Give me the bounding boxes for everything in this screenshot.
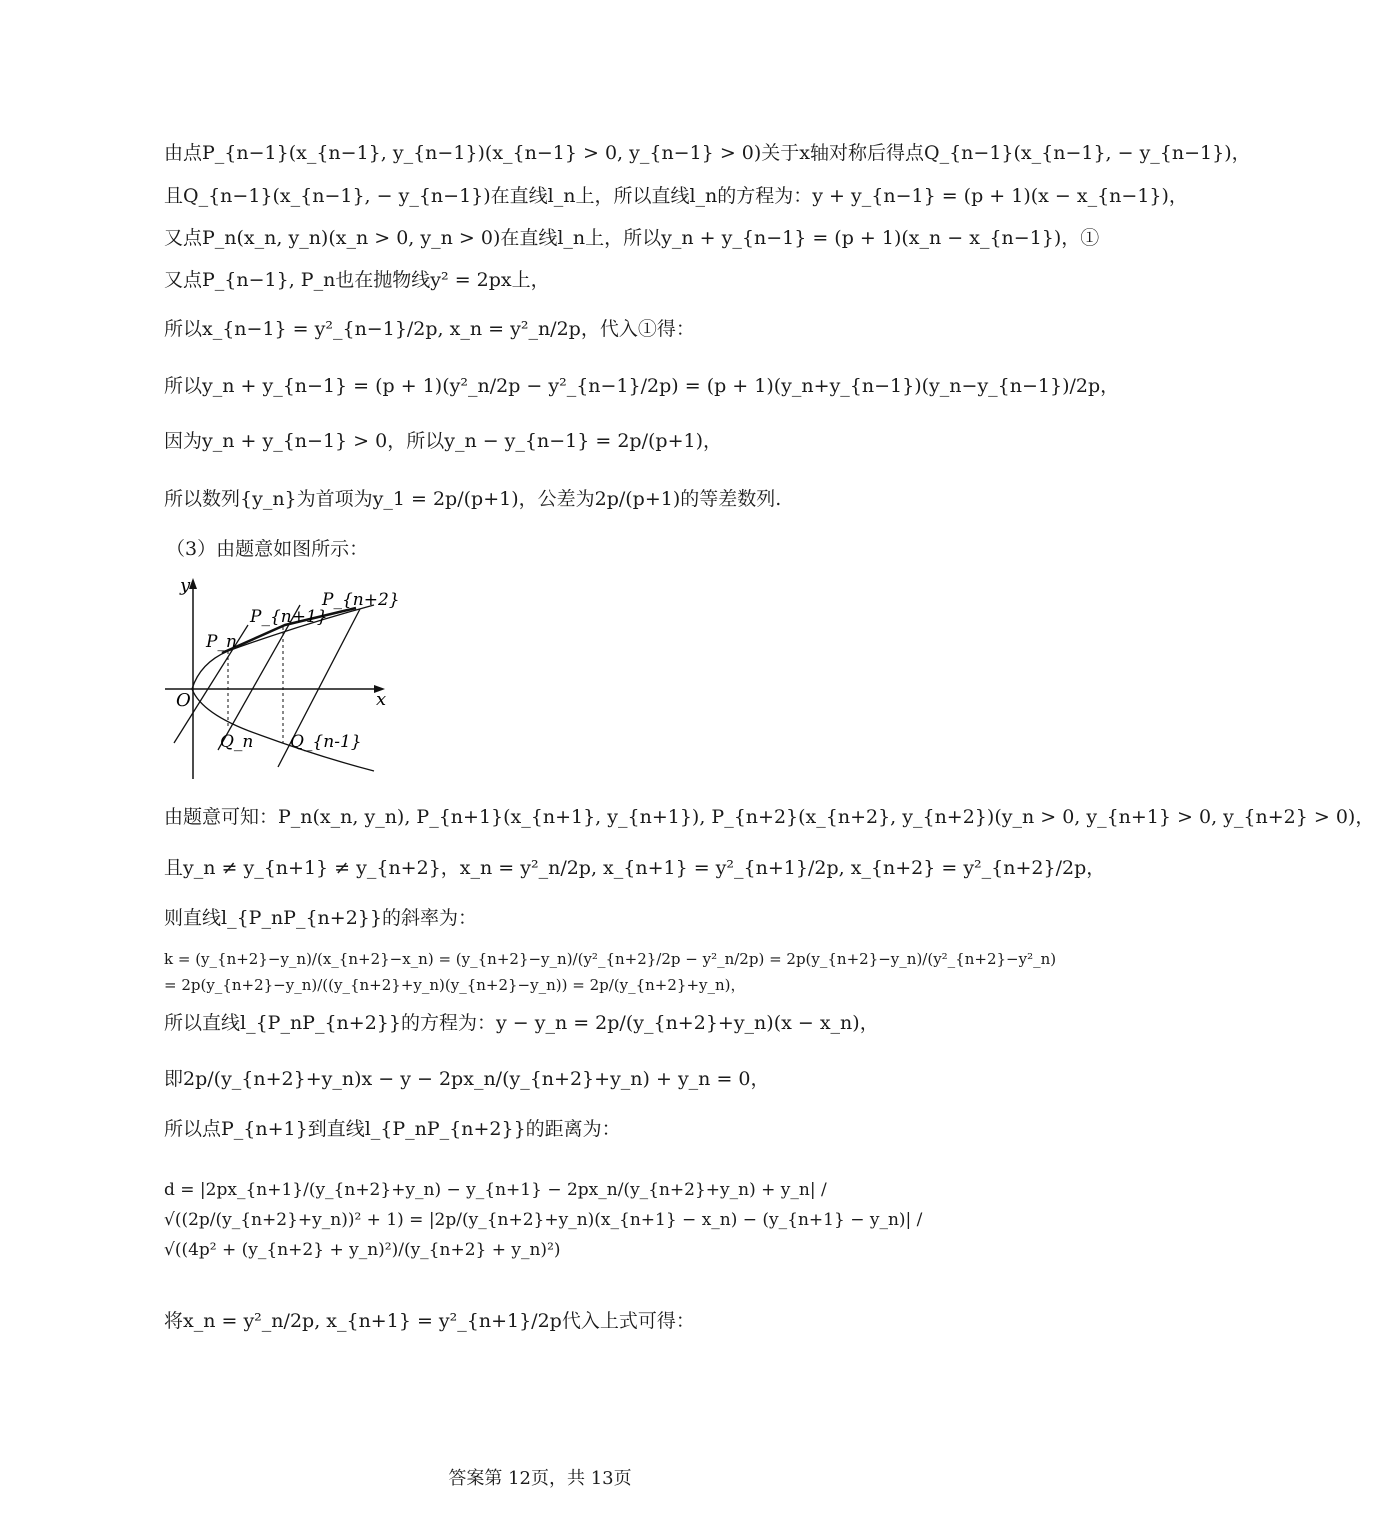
page-footer: 答案第 12页，共 13页	[448, 1468, 632, 1489]
text-line-16: 所以点P_{n+1}到直线l_{P_nP_{n+2}}的距离为：	[164, 1118, 621, 1140]
label-qn1: Q_{n-1}	[290, 732, 362, 752]
y-axis-arrow	[189, 578, 197, 589]
text-line-18: 将x_n = y²_n/2p, x_{n+1} = y²_{n+1}/2p代入上式可得：	[164, 1310, 695, 1332]
text-line-15: 即2p/(y_{n+2}+y_n)x − y − 2px_n/(y_{n+2}+y_n) + y_n = 0，	[164, 1068, 770, 1090]
label-y: y	[180, 575, 191, 596]
text-line-13: k = (y_{n+2}−y_n)/(x_{n+2}−x_n) = (y_{n+2}−y_n)/(y²_{n+2}/2p − y²_n/2p) = 2p(y_{n+2}−y_n)/(y²_{n+2}−y²_n) = 2p(y_{n+2}−y_n)/((y_{n+2}+y_n)(y_{n+2}−y_n)) = 2p/(y_{n+2}+y_n)，	[164, 950, 1057, 994]
text-line-6: 所以y_n + y_{n−1} = (p + 1)(y²_n/2p − y²_{n−1}/2p) = (p + 1)(y_n+y_{n−1})(y_n−y_{n−1})/2p，	[164, 375, 1120, 397]
text-line-1: 由点P_{n−1}(x_{n−1}, y_{n−1})(x_{n−1} > 0, y_{n−1} > 0)关于x轴对称后得点Q_{n−1}(x_{n−1}, − y_{n−1})，	[164, 142, 1251, 164]
text-line-17: d = |2px_{n+1}/(y_{n+2}+y_n) − y_{n+1} − 2px_n/(y_{n+2}+y_n) + y_n| / √((2p/(y_{n+2}+y_n))² + 1) = |2p/(y_{n+2}+y_n)(x_{n+1} − x_n) − (y_{n+1} − y_n)| / √((4p² + (y_{n+2} + y_n)²)/(y_{n+2} + y_n)²)	[164, 1180, 923, 1260]
text-line-14: 所以直线l_{P_nP_{n+2}}的方程为：y − y_n = 2p/(y_{n+2}+y_n)(x − x_n)，	[164, 1012, 879, 1034]
text-line-5: 所以x_{n−1} = y²_{n−1}/2p, x_n = y²_n/2p，代入①得：	[164, 318, 695, 340]
label-pn2: P_{n+2}	[322, 590, 400, 610]
label-pn1: P_{n+1}	[250, 607, 328, 627]
text-line-4: 又点P_{n−1}, P_n也在抛物线y² = 2px上，	[164, 269, 550, 291]
text-line-7: 因为y_n + y_{n−1} > 0，所以y_n − y_{n−1} = 2p/(p+1)，	[164, 430, 722, 452]
text-line-8: 所以数列{y_n}为首项为y_1 = 2p/(p+1)，公差为2p/(p+1)的等差数列.	[164, 488, 782, 510]
parabola-figure	[160, 575, 400, 785]
text-line-2: 且Q_{n−1}(x_{n−1}, − y_{n−1})在直线l_n上，所以直线l_n的方程为：y + y_{n−1} = (p + 1)(x − x_{n−1})，	[164, 185, 1188, 207]
label-pn: P_n	[206, 632, 237, 652]
text-line-12: 则直线l_{P_nP_{n+2}}的斜率为：	[164, 907, 477, 929]
label-o: O	[176, 690, 191, 711]
text-line-10: 由题意可知：P_n(x_n, y_n), P_{n+1}(x_{n+1}, y_{n+1}), P_{n+2}(x_{n+2}, y_{n+2})(y_n > 0, y_{n+1} > 0, y_{n+2} > 0)，	[164, 806, 1374, 828]
text-line-3: 又点P_n(x_n, y_n)(x_n > 0, y_n > 0)在直线l_n上，所以y_n + y_{n−1} = (p + 1)(x_n − x_{n−1})，①	[164, 227, 1100, 249]
label-x: x	[376, 689, 387, 710]
label-qn: Q_n	[220, 732, 254, 752]
text-line-11: 且y_n ≠ y_{n+1} ≠ y_{n+2}，x_n = y²_n/2p, x_{n+1} = y²_{n+1}/2p, x_{n+2} = y²_{n+2}/2p，	[164, 857, 1106, 879]
text-line-9: （3）由题意如图所示：	[166, 538, 369, 560]
